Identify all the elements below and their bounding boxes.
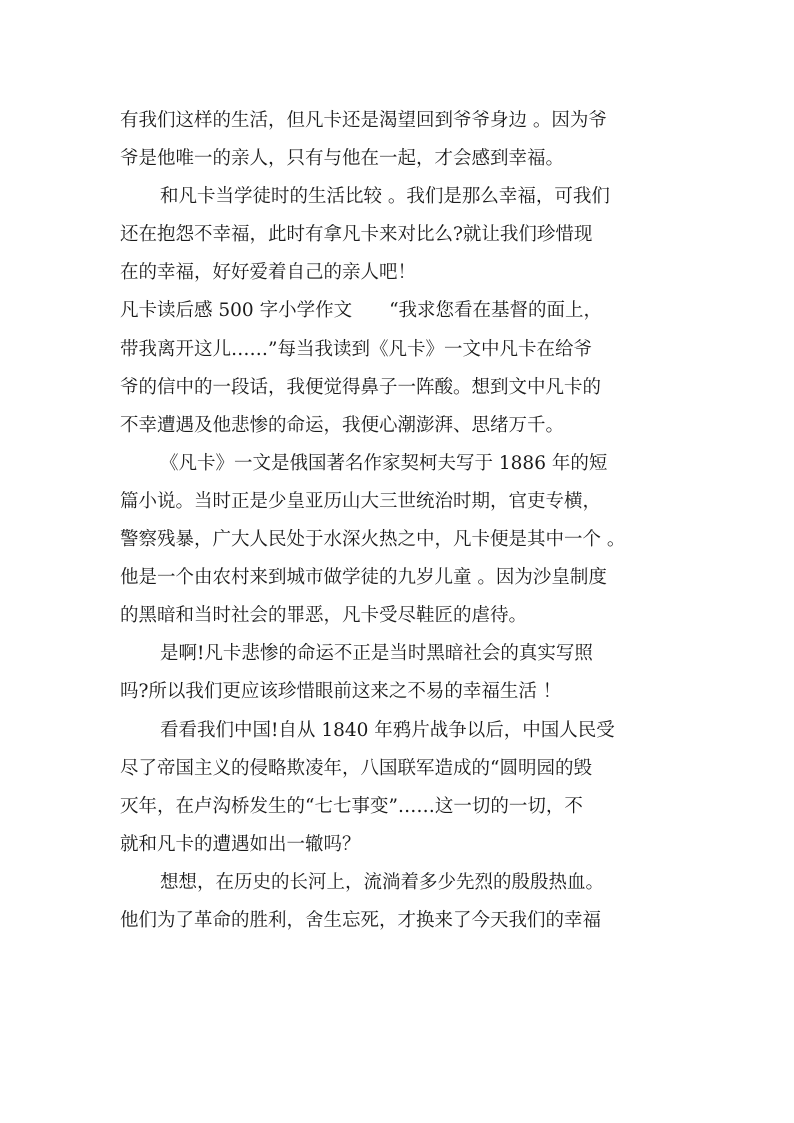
text-line: 爷的信中的一段话，我便觉得鼻子一阵酸。想到文中凡卡的 <box>120 376 602 398</box>
text-line: 有我们这样的生活，但凡卡还是渴望回到爷爷身边 。因为爷 <box>120 110 607 131</box>
text-line: 和凡卡当学徒时的生活比较 。我们是那么幸福，可我们 <box>160 186 610 208</box>
essay-body <box>120 102 680 940</box>
text-line: 想想，在历史的长河上，流淌着多少先烈的殷殷热血。 <box>160 871 605 893</box>
text-line: 就和凡卡的遭遇如出一辙吗？ <box>120 833 361 855</box>
text-line: 吗?所以我们更应该珍惜眼前这来之不易的幸福生活 ！ <box>120 681 562 703</box>
text-line: 带我离开这儿……”每当我读到《凡卡》一文中凡卡在给爷 <box>120 338 592 360</box>
text-line: 灭年，在卢沟桥发生的“七七事变”……这一切的一切，不 <box>120 795 583 817</box>
text-line: 篇小说。当时正是少皇亚历山大三世统治时期，官吏专横， <box>120 490 602 512</box>
text-line: 他们为了革命的胜利，舍生忘死，才换来了今天我们的幸福 <box>120 909 602 931</box>
text-line: 是啊!凡卡悲惨的命运不正是当时黑暗社会的真实写照 <box>160 643 593 665</box>
text-line: 尽了帝国主义的侵略欺凌年，八国联军造成的“圆明园的毁 <box>120 757 592 779</box>
text-line: 凡卡读后感 500 字小学作文 “我求您看在基督的面上， <box>120 300 603 322</box>
text-line: 爷是他唯一的亲人，只有与他在一起，才会感到幸福。 <box>120 148 565 170</box>
text-line: 还在抱怨不幸福，此时有拿凡卡来对比么?就让我们珍惜现 <box>120 224 593 246</box>
text-line: 在的幸福，好好爱着自己的亲人吧！ <box>120 262 417 284</box>
text-line: 《凡卡》一文是俄国著名作家契柯夫写于 1886 年的短 <box>160 452 608 474</box>
text-line: 警察残暴，广大人民处于水深火热之中，凡卡便是其中一个 。 <box>120 529 626 551</box>
text-line: 不幸遭遇及他悲惨的命运，我便心潮澎湃、思绪万千。 <box>120 414 565 436</box>
text-line: 的黑暗和当时社会的罪恶，凡卡受尽鞋匠的虐待。 <box>120 605 528 627</box>
text-line: 他是一个由农村来到城市做学徒的九岁儿童 。因为沙皇制度 <box>120 567 607 589</box>
text-line: 看看我们中国!自从 1840 年鸦片战争以后，中国人民受 <box>160 719 615 741</box>
